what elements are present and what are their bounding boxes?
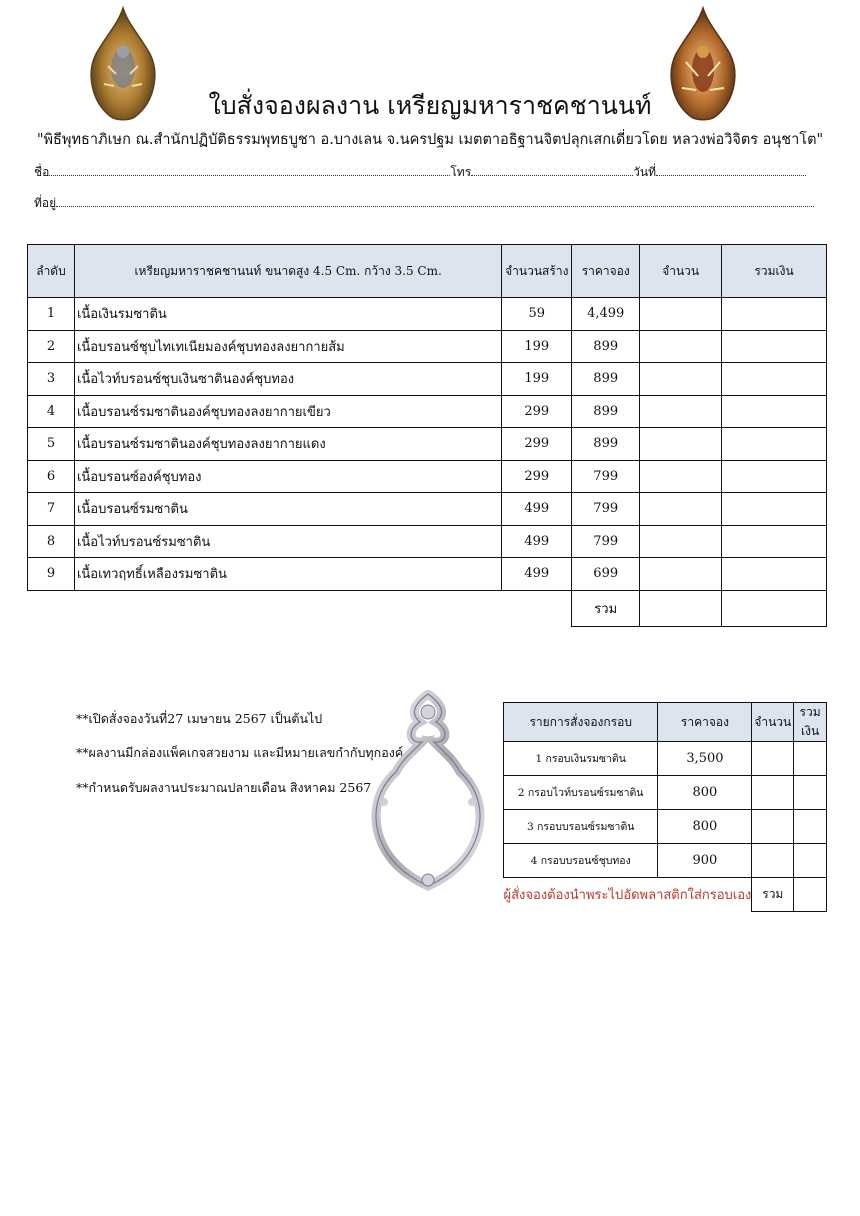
- row-qty-cell[interactable]: [640, 460, 722, 493]
- row-total-cell[interactable]: [722, 330, 827, 363]
- row-item: เนื้อบรอนซ์รมซาตินองค์ชุบทองลงยากายแดง: [74, 428, 501, 461]
- header-item: เหรียญมหาราชคชานนท์ ขนาดสูง 4.5 Cm. กว้าง 3.5 Cm.: [74, 245, 501, 298]
- frame-row-price: 800: [658, 810, 752, 844]
- row-price: 799: [572, 460, 640, 493]
- frame-row-qty-cell[interactable]: [752, 776, 794, 810]
- sum-row: [28, 590, 827, 627]
- row-no: 3: [28, 363, 75, 396]
- frame-row-total-cell[interactable]: [794, 810, 827, 844]
- order-table: [27, 244, 827, 627]
- row-no: 1: [28, 298, 75, 331]
- table-row: [28, 395, 827, 428]
- frame-image: [366, 690, 490, 896]
- row-built: 299: [502, 395, 572, 428]
- row-qty-cell[interactable]: [640, 493, 722, 526]
- frame-row-qty-cell[interactable]: [752, 742, 794, 776]
- row-built: 499: [502, 493, 572, 526]
- row-total-cell[interactable]: [722, 558, 827, 591]
- row-built: 499: [502, 558, 572, 591]
- note-package: **ผลงานมีกล่องแพ็คเกจสวยงาม และมีหมายเลขกำกับทุกองค์: [76, 745, 404, 760]
- table-row: [28, 428, 827, 461]
- row-qty-cell[interactable]: [640, 363, 722, 396]
- table-row: [28, 363, 827, 396]
- row-item: เนื้อไวท์บรอนซ์รมซาติน: [74, 525, 501, 558]
- frame-row-price: 900: [658, 844, 752, 878]
- row-built: 59: [502, 298, 572, 331]
- header-total: รวมเงิน: [722, 245, 827, 298]
- frame-row-qty-cell[interactable]: [752, 844, 794, 878]
- row-no: 4: [28, 395, 75, 428]
- table-row: [28, 558, 827, 591]
- row-item: เนื้อบรอนซ์รมซาติน: [74, 493, 501, 526]
- table-row: [28, 330, 827, 363]
- frame-order-table: [503, 702, 827, 912]
- note-open-date: **เปิดสั่งจองวันที่27 เมษายน 2567 เป็นต้นไป: [76, 711, 323, 726]
- row-total-cell[interactable]: [722, 493, 827, 526]
- header-price: ราคาจอง: [572, 245, 640, 298]
- sum-qty-cell[interactable]: [640, 590, 722, 627]
- name-field[interactable]: [49, 164, 450, 176]
- date-field[interactable]: [656, 164, 806, 176]
- frame-sum-label: รวม: [752, 878, 794, 912]
- frame-row-price: 3,500: [658, 742, 752, 776]
- note-receive-date: **กำหนดรับผลงานประมาณปลายเดือน สิงหาคม 2567: [76, 780, 372, 795]
- row-price: 899: [572, 363, 640, 396]
- row-built: 499: [502, 525, 572, 558]
- row-price: 899: [572, 395, 640, 428]
- row-no: 8: [28, 525, 75, 558]
- table-row: [28, 460, 827, 493]
- row-item: เนื้อเทวฤทธิ์เหลืองรมซาติน: [74, 558, 501, 591]
- frame-table-header: [504, 703, 827, 742]
- phone-label: โทร: [450, 165, 472, 179]
- row-price: 799: [572, 493, 640, 526]
- header-built: จำนวนสร้าง: [502, 245, 572, 298]
- address-row: [34, 194, 824, 213]
- order-table-header: [28, 245, 827, 298]
- row-total-cell[interactable]: [722, 363, 827, 396]
- name-row: [34, 163, 824, 182]
- row-qty-cell[interactable]: [640, 525, 722, 558]
- row-item: เนื้อบรอนซ์รมซาตินองค์ชุบทองลงยากายเขียว: [74, 395, 501, 428]
- row-total-cell[interactable]: [722, 525, 827, 558]
- row-qty-cell[interactable]: [640, 298, 722, 331]
- table-row: [28, 493, 827, 526]
- frame-row-item: 3 กรอบบรอนซ์รมซาติน: [504, 810, 658, 844]
- table-row: [28, 298, 827, 331]
- frame-note: ผู้สั่งจองต้องนำพระไปอัดพลาสติกใส่กรอบเอง: [504, 878, 752, 912]
- row-qty-cell[interactable]: [640, 330, 722, 363]
- sum-label: รวม: [572, 590, 640, 627]
- frame-sum-total-cell[interactable]: [794, 878, 827, 912]
- frame-row-item: 2 กรอบไวท์บรอนซ์รมซาติน: [504, 776, 658, 810]
- sum-total-cell[interactable]: [722, 590, 827, 627]
- row-no: 6: [28, 460, 75, 493]
- row-price: 899: [572, 428, 640, 461]
- frame-row-item: 4 กรอบบรอนซ์ชุบทอง: [504, 844, 658, 878]
- row-built: 299: [502, 460, 572, 493]
- frame-row-total-cell[interactable]: [794, 742, 827, 776]
- row-price: 699: [572, 558, 640, 591]
- row-no: 5: [28, 428, 75, 461]
- header-no: ลำดับ: [28, 245, 75, 298]
- row-price: 899: [572, 330, 640, 363]
- row-qty-cell[interactable]: [640, 428, 722, 461]
- address-label: ที่อยู่: [34, 196, 57, 210]
- row-item: เนื้อไวท์บรอนซ์ชุบเงินซาตินองค์ชุบทอง: [74, 363, 501, 396]
- frame-row-item: 1 กรอบเงินรมซาติน: [504, 742, 658, 776]
- row-built: 199: [502, 330, 572, 363]
- row-no: 7: [28, 493, 75, 526]
- name-label: ชื่อ: [34, 165, 50, 179]
- frame-row-total-cell[interactable]: [794, 776, 827, 810]
- table-row: [504, 776, 827, 810]
- row-built: 199: [502, 363, 572, 396]
- row-no: 2: [28, 330, 75, 363]
- row-built: 299: [502, 428, 572, 461]
- table-row: [28, 525, 827, 558]
- row-price: 799: [572, 525, 640, 558]
- row-item: เนื้อบรอนซ์องค์ชุบทอง: [74, 460, 501, 493]
- date-label: วันที่: [633, 165, 657, 179]
- table-row: [504, 810, 827, 844]
- row-total-cell[interactable]: [722, 395, 827, 428]
- row-total-cell[interactable]: [722, 460, 827, 493]
- row-qty-cell[interactable]: [640, 395, 722, 428]
- page-subtitle: "พิธีพุทธาภิเษก ณ.สำนักปฏิบัติธรรมพุทธบูชา อ.บางเลน จ.นครปฐม เมตตาอธิฐานจิตปลุกเสกเดี่ยวโดย หลวงพ่อวิจิตร อนุชาโต": [36, 132, 824, 148]
- row-no: 9: [28, 558, 75, 591]
- row-item: เนื้อบรอนซ์ชุบไทเทเนียมองค์ชุบทองลงยากายส้ม: [74, 330, 501, 363]
- table-row: [504, 742, 827, 776]
- row-qty-cell[interactable]: [640, 558, 722, 591]
- frame-row-price: 800: [658, 776, 752, 810]
- header-qty: จำนวน: [640, 245, 722, 298]
- phone-field[interactable]: [471, 164, 633, 176]
- frame-header-qty: จำนวน: [752, 703, 794, 742]
- frame-sum-row: [504, 878, 827, 912]
- row-item: เนื้อเงินรมซาติน: [74, 298, 501, 331]
- address-field[interactable]: [56, 195, 814, 207]
- table-row: [504, 844, 827, 878]
- row-total-cell[interactable]: [722, 298, 827, 331]
- frame-header-price: ราคาจอง: [658, 703, 752, 742]
- frame-row-qty-cell[interactable]: [752, 810, 794, 844]
- row-price: 4,499: [572, 298, 640, 331]
- page-title: ใบสั่งจองผลงาน เหรียญมหาราชคชานนท์: [208, 91, 652, 120]
- row-total-cell[interactable]: [722, 428, 827, 461]
- frame-header-total: รวมเงิน: [794, 703, 827, 742]
- frame-header-item: รายการสั่งจองกรอบ: [504, 703, 658, 742]
- frame-row-total-cell[interactable]: [794, 844, 827, 878]
